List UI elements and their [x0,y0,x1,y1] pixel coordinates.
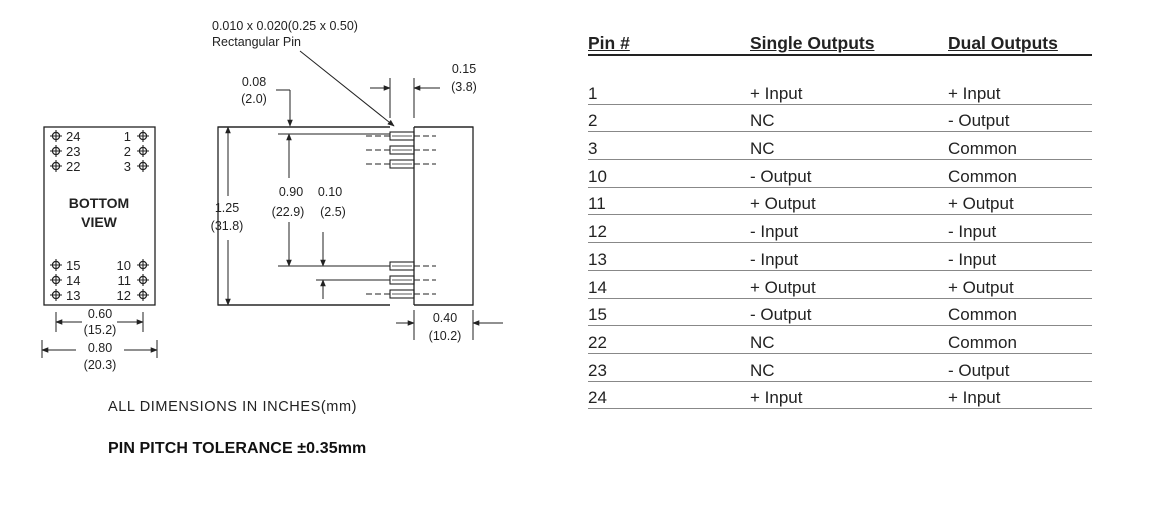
pin-marker-cross [137,289,149,301]
dim-body-length-in: 1.25 [214,201,240,215]
pin-marker-cross [137,274,149,286]
header-single-outputs: Single Outputs [750,28,948,55]
cell-single-output: - Input [750,215,948,243]
cell-dual-output: - Input [948,243,1092,271]
pin-marker-cross [50,259,62,271]
pin-label: 3 [123,159,131,174]
pin-function-table [588,28,1092,409]
cell-dual-output: + Input [948,381,1092,409]
table-body [588,55,1092,409]
cell-pin-number: 23 [588,353,750,381]
cell-single-output: - Output [750,298,948,326]
cell-single-output: NC [750,104,948,132]
dim-pin-length-mm: (3.8) [451,80,477,94]
cell-dual-output: Common [948,298,1092,326]
pin-label: 11 [117,273,131,288]
pin-marker-cross [50,274,62,286]
dim-pin-pitch-in: 0.10 [317,185,343,199]
table-row [588,381,1092,409]
pin-callout-size: 0.010 x 0.020(0.25 x 0.50) [212,19,358,33]
dim-body-height-in: 0.40 [432,311,458,325]
pin-label: 10 [116,258,131,273]
cell-single-output: - Input [750,243,948,271]
cell-pin-number: 11 [588,187,750,215]
tolerance-note: PIN PITCH TOLERANCE ±0.35mm [108,440,367,457]
table-row [588,77,1092,104]
table-row [588,243,1092,271]
cell-dual-output: + Input [948,77,1092,104]
units-note: ALL DIMENSIONS IN INCHES(mm) [108,399,358,415]
cell-single-output: NC [750,132,948,160]
pin-marker-cross [137,160,149,172]
pin-label: 24 [66,129,81,144]
cell-single-output: NC [750,353,948,381]
dim-body-height-mm: (10.2) [428,329,462,343]
dim-pin-offset-in: 0.08 [241,75,267,89]
pin-label: 12 [116,288,131,303]
cell-single-output: + Input [750,381,948,409]
pin-marker-cross [137,145,149,157]
pin-marker-cross [50,160,62,172]
pin-marker-cross [50,289,62,301]
cell-dual-output: - Output [948,104,1092,132]
pin-label: 23 [66,144,81,159]
table-row [588,215,1092,243]
table-row [588,187,1092,215]
header-pin-number: Pin # [588,28,750,55]
pin-label: 14 [66,273,81,288]
pin-marker-cross [50,130,62,142]
dim-pin-pitch-mm: (2.5) [320,205,346,219]
table-row [588,326,1092,354]
cell-dual-output: + Output [948,270,1092,298]
cell-single-output: - Output [750,160,948,188]
table-row [588,298,1092,326]
cell-pin-number: 12 [588,215,750,243]
dim-pin-spacing-mm: (15.2) [83,323,117,337]
table-row [588,353,1092,381]
cell-dual-output: - Input [948,215,1092,243]
dim-pin-spacing-in: 0.60 [87,307,113,321]
cell-pin-number: 14 [588,270,750,298]
dim-body-width-mm: (20.3) [83,358,117,372]
bottom-view-title-2: VIEW [81,214,117,230]
cell-dual-output: Common [948,160,1092,188]
pin-label: 22 [66,159,81,174]
bottom-view [44,127,155,305]
cell-single-output: + Output [750,187,948,215]
bottom-view-dimensions [42,307,157,372]
cell-single-output: NC [750,326,948,354]
pin-label: 1 [123,129,131,144]
cell-pin-number: 2 [588,104,750,132]
dim-pin-length-in: 0.15 [451,62,477,76]
cell-pin-number: 1 [588,77,750,104]
cell-pin-number: 22 [588,326,750,354]
pin-label: 13 [66,288,81,303]
pin-callout-label: Rectangular Pin [212,35,301,49]
cell-dual-output: - Output [948,353,1092,381]
dim-pin-row-span-mm: (22.9) [271,205,305,219]
dim-pin-offset-mm: (2.0) [241,92,267,106]
dim-pin-row-span-in: 0.90 [278,185,304,199]
pin-label: 15 [66,258,81,273]
side-view-dimensions [211,19,503,343]
pin-marker-cross [137,130,149,142]
table-row [588,270,1092,298]
cell-pin-number: 10 [588,160,750,188]
cell-pin-number: 15 [588,298,750,326]
cell-pin-number: 3 [588,132,750,160]
pin-marker-cross [50,145,62,157]
table-row [588,132,1092,160]
dim-body-length-mm: (31.8) [210,219,244,233]
table-row [588,104,1092,132]
bottom-view-title-1: BOTTOM [68,195,130,211]
dim-body-width-in: 0.80 [87,341,113,355]
cell-pin-number: 24 [588,381,750,409]
table-header-row [588,28,1092,55]
cell-dual-output: + Output [948,187,1092,215]
cell-dual-output: Common [948,326,1092,354]
header-dual-outputs: Dual Outputs [948,28,1092,55]
pin-marker-cross [137,259,149,271]
cell-dual-output: Common [948,132,1092,160]
table-row [588,160,1092,188]
pin-label: 2 [123,144,131,159]
cell-pin-number: 13 [588,243,750,271]
cell-single-output: + Output [750,270,948,298]
cell-single-output: + Input [750,77,948,104]
